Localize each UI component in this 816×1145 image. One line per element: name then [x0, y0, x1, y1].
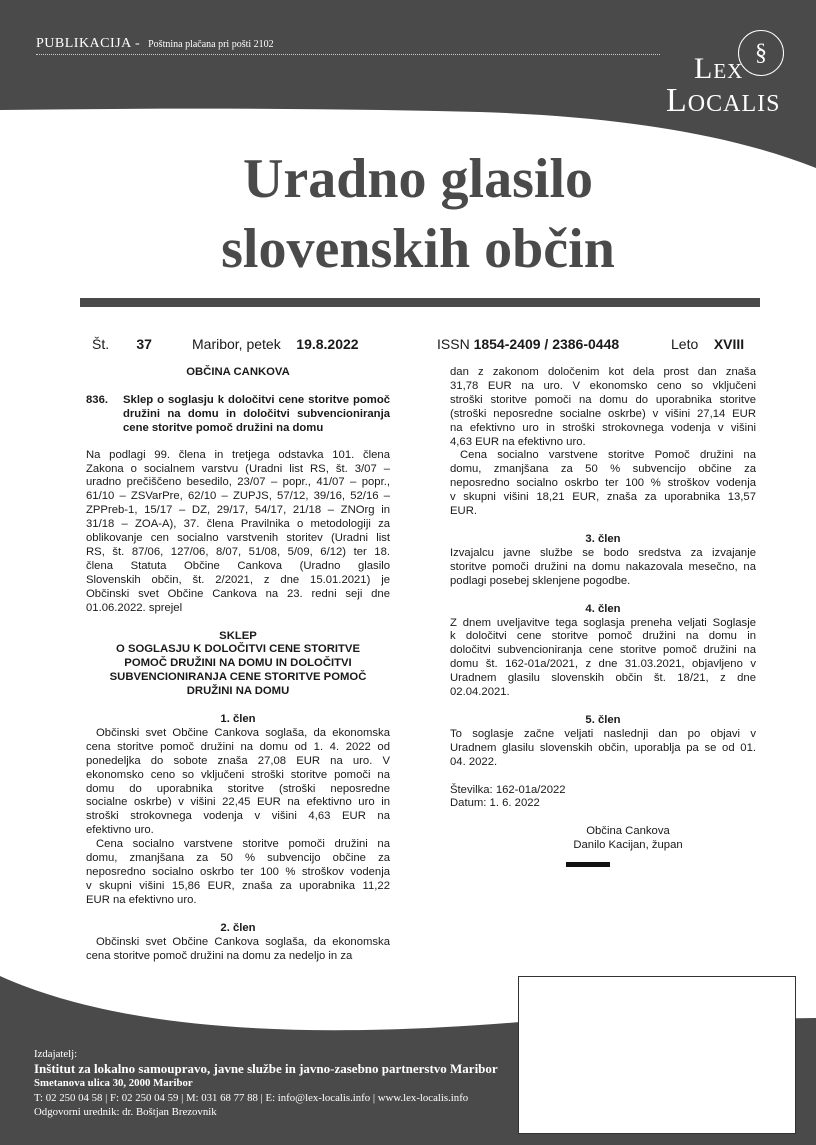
title-line-2: slovenskih občin [221, 218, 615, 280]
publication-bar [36, 34, 274, 52]
text-line: POMOČ DRUŽINI NA DOMU IN DOLOČITVI [124, 657, 352, 670]
clen4-paragraph [450, 617, 756, 700]
publication-label: PUBLIKACIJA - [36, 36, 141, 51]
year-label: Leto [671, 336, 699, 352]
text-line: SKLEP [219, 629, 257, 642]
postage-note: Poštnina plačana pri pošti 2102 [148, 39, 274, 50]
text-line: k določitvi cene storitve pomoč družini na domu in [450, 630, 756, 643]
page-title [0, 144, 816, 284]
address-box [518, 976, 796, 1134]
text-line: domu št. 162-01a/2021, z dne 31.03.2021, objavljeno v [450, 658, 756, 671]
text-line: v skupni višini 15,86 EUR, znaša za uporabnika 11,22 [86, 879, 390, 892]
text-line: na efektivno uro in stroški strokovnega vodenja v višini [450, 421, 756, 434]
text-line: 04. 2022. [450, 755, 498, 768]
issue-date-value: 19.8.2022 [296, 336, 359, 352]
text-line: (stroški neposredne socialne oskrbe) v višini 27,14 EUR [450, 407, 756, 420]
text-line: To soglasje začne veljati naslednji dan po objavi v [450, 727, 756, 740]
text-line: stroški strokovnega vodenja v višini 4,63 EUR na [86, 810, 390, 823]
text-line: efektivno uro. [86, 824, 154, 837]
text-line: neposredno socialno oskrbo ter 100 % stroškov vodenja [450, 477, 756, 490]
clen2-continuation [450, 366, 756, 449]
clen5-paragraph [450, 728, 756, 770]
signatory-organization: Občina Cankova [586, 825, 670, 838]
text-line: EUR na efektivno uro. [86, 893, 197, 906]
text-line: 61/10 – ZSVarPre, 62/10 – ZUPJS, 57/12, 39/16, 52/16 – [86, 490, 390, 503]
issue-date [192, 336, 359, 352]
paragraph-symbol-icon: § [738, 30, 784, 76]
text-line: cena storitve pomoč družini na domu za nedeljo in za [86, 949, 353, 962]
text-line: uradno prečiščeno besedilo, 23/07 – popr., 41/07 – popr., [86, 476, 390, 489]
clen1-heading: 1. člen [220, 713, 256, 726]
year-value: XVIII [713, 336, 745, 352]
text-line: podlagi posebej sklenjene pogodbe. [450, 574, 631, 587]
sklep-title [86, 630, 390, 700]
text-line: domu, zmanjšana za 50 % subvencijo občine za [86, 852, 390, 865]
text-line: Občinski svet Občine Cankova soglaša, da ekonomska [96, 935, 390, 948]
text-line: domu, zmanjšana za 50 % subvencijo občine za [450, 463, 756, 476]
issue-number-label: Št. [92, 336, 110, 352]
text-line: Izvajalcu javne službe se bodo sredstva za izvajanje [450, 546, 756, 559]
logo-line-2: Localis [666, 82, 781, 119]
clen3-paragraph [450, 547, 756, 589]
text-line: O SOGLASJU K DOLOČITVI CENE STORITVE [116, 643, 360, 656]
signatory-name: Danilo Kacijan, župan [573, 839, 683, 852]
clen1-paragraph-2 [86, 838, 390, 908]
text-line: 31,78 EUR na uro. V ekonomsko ceno so vključeni [450, 379, 756, 392]
dotted-divider [36, 54, 660, 55]
text-line: 4,63 EUR na efektivno uro. [450, 435, 586, 448]
text-line: 01.06.2022. sprejel [86, 601, 183, 614]
footer-publisher [34, 1047, 498, 1120]
municipality-heading: OBČINA CANKOVA [186, 366, 290, 378]
document-date: Datum: 1. 6. 2022 [450, 797, 540, 810]
publisher-label: Izdajatelj: [34, 1048, 78, 1060]
text-line: Občinski svet Občine Cankova na 23. redni seji dne [86, 587, 390, 600]
text-line: Uradnem glasilu slovenskih občin št. 18/21, z dne [450, 672, 756, 685]
text-line: Zakona o socialnem varstvu (Uradni list RS, št. 3/07 – [86, 462, 390, 475]
text-line: Cena socialno varstvene storitve pomoči družini na [96, 838, 390, 851]
text-line: Uradnem glasilu slovenskih občin, uporablja pa se od 01. [450, 741, 756, 754]
issn-value: 1854-2409 / 2386-0448 [473, 336, 620, 352]
text-line: storitve pomoči družini na domu nakazovala mesečno, na [450, 560, 756, 573]
text-line: ponedeljka do sobote znaša 27,08 EUR na uro. V [86, 754, 390, 767]
text-line: člena Statuta Občine Cankova (Uradno glasilo [86, 559, 390, 572]
text-line: neposredno socialno oskrbo ter 100 % stroškov vodenja [86, 866, 390, 878]
act-title: Sklep o soglasju k določitvi cene storitve pomoč družini na domu in določitvi subvencioniranja cene storitve pomoč družini na domu [123, 393, 390, 434]
text-line: oblikovanje cen socialno varstvenih storitev (Uradni list [86, 532, 390, 545]
text-line: ZPPreb-1, 15/17 – DZ, 29/17, 54/17, 21/18 – ZNOrg in [86, 504, 390, 517]
text-line: Na podlagi 99. člena in tretjega odstavka 101. člena [86, 448, 390, 461]
publisher-name: Inštitut za lokalno samoupravo, javne službe in javno-zasebno partnerstvo Maribor [34, 1060, 498, 1076]
text-line: 31/18 – ZOA-A), 37. člena Pravilnika o metodologiji za [86, 518, 390, 531]
clen3-heading: 3. člen [585, 532, 621, 545]
text-line: DRUŽINI NA DOMU [186, 685, 290, 698]
act-number: 836. [86, 393, 108, 406]
clen2-paragraph-2 [450, 449, 756, 519]
publisher-contacts: T: 02 250 04 58 | F: 02 250 04 59 | M: 031 68 77 88 | E: info@lex-localis.info | www.lex-localis.info [34, 1091, 469, 1104]
act-heading [86, 394, 390, 436]
title-line-1: Uradno glasilo [242, 148, 594, 210]
text-line: Slovenskih občin, št. 2/2021, z dne 15.01.2021) je [86, 573, 390, 586]
issue-number-value: 37 [136, 336, 152, 352]
issn-label: ISSN [437, 336, 470, 352]
clen1-paragraph-1 [86, 727, 390, 838]
publisher-address: Smetanova ulica 30, 2000 Maribor [34, 1077, 193, 1089]
issue-year [671, 336, 744, 352]
clen2-heading: 2. člen [220, 921, 256, 934]
preamble [86, 449, 390, 616]
text-line: določitvi subvencioniranja cene storitve pomoč družini na [450, 644, 756, 657]
text-line: SUBVENCIONIRANJA CENE STORITVE POMOČ [109, 671, 367, 684]
text-line: v skupni višini 18,21 EUR, znaša za uporabnika 13,57 [450, 491, 756, 504]
text-line: stroški storitve pomoči na domu do uporabnika storitve [450, 393, 756, 406]
lex-localis-logo [664, 28, 794, 118]
title-rule [80, 298, 760, 307]
left-column [86, 366, 390, 963]
text-line: Cena socialno varstvene storitve Pomoč družini na [460, 449, 756, 462]
text-line: Z dnem uveljavitve tega soglasja preneha veljati Soglasje [450, 616, 756, 629]
issue-number [92, 336, 152, 352]
logo-line-1: Lex [694, 52, 744, 85]
right-column [450, 366, 756, 853]
clen5-heading: 5. člen [585, 713, 621, 726]
signature-bar [566, 862, 610, 867]
text-line: 02.04.2021. [450, 686, 510, 699]
issue-issn [437, 336, 619, 352]
responsible-editor: Odgovorni urednik: dr. Boštjan Brezovnik [34, 1106, 217, 1118]
text-line: EUR. [450, 505, 477, 518]
clen4-heading: 4. člen [585, 602, 621, 615]
text-line: ekonomsko ceno so vključeni stroški storitve pomoči na [86, 768, 390, 781]
text-line: Občinski svet Občine Cankova soglaša, da ekonomska [96, 726, 390, 739]
text-line: socialne oskrbe) v višini 22,45 EUR na efektivno uro in [86, 796, 390, 809]
issue-place-day: Maribor, petek [192, 336, 281, 352]
document-number: Številka: 162-01a/2022 [450, 783, 566, 796]
text-line: dan z zakonom določenim kot dela prost dan znaša [450, 366, 756, 378]
text-line: RS, št. 87/06, 127/06, 8/07, 51/08, 5/09, 6/12) ter 18. [86, 545, 390, 558]
text-line: cena storitve pomoč družini na domu od 1. 4. 2022 od [86, 740, 390, 753]
text-line: domu do uporabnika storitve (stroški neposredne [86, 782, 390, 795]
